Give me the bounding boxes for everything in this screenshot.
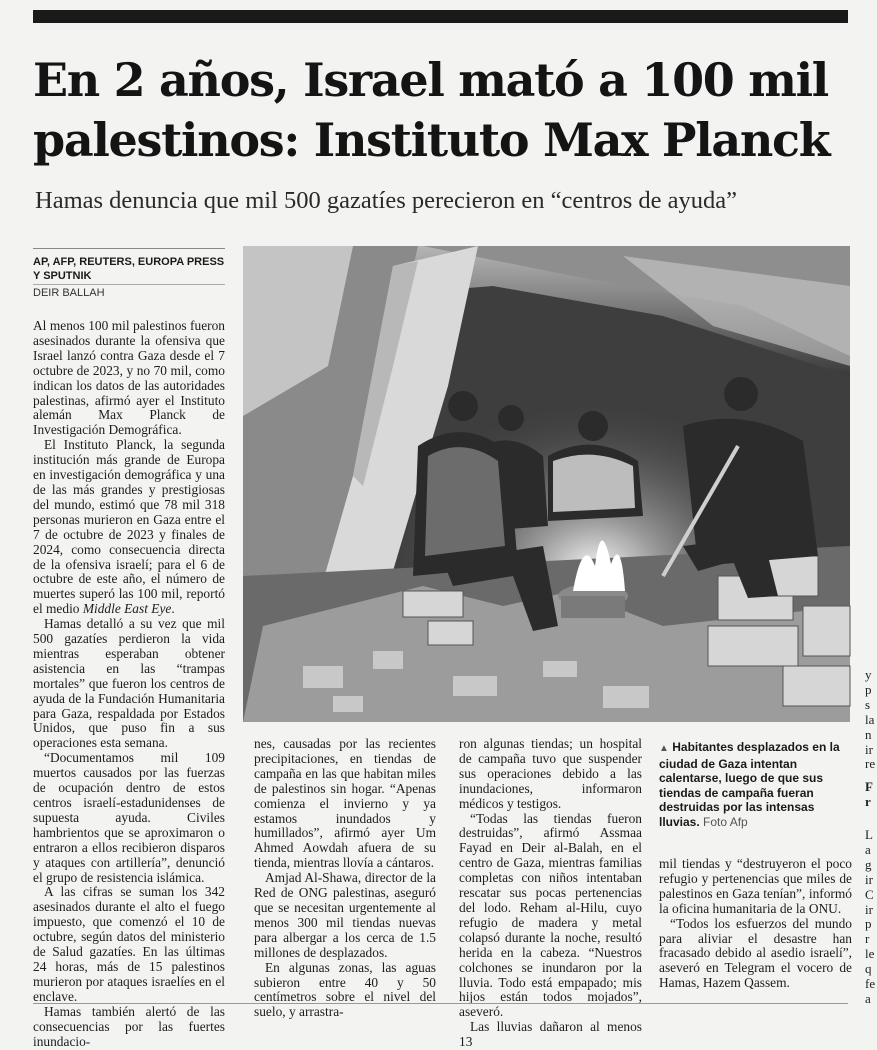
paragraph: A las cifras se suman los 342 asesinados durante el alto el fuego impuesto, que comenzó el 10 de octubre, según datos del ministerio de Salud gazatíes. En las últimas 24 horas, más de 15 palestinos murieron por ataques israelíes en el enclave. [33, 884, 225, 1004]
paragraph: Las lluvias dañaron al menos 13 [459, 1019, 642, 1050]
article-column-4 [659, 857, 852, 991]
adjacent-article-fragment: L a g ir C ir p r le q fe a [865, 827, 876, 1006]
paragraph: “Todos los esfuerzos del mundo para aliviar el desastre han fracasado debido al asedio israelí”, aseveró en Telegram el vocero de Hamas, Hazem Qassem. [659, 915, 852, 991]
photo-caption [659, 740, 849, 830]
paragraph: Hamas detalló a su vez que mil 500 gazatíes perdieron la vida mientras esperaban obtener asistencia en las “trampas mortales” que fueron los centros de ayuda de la Fundación Humanitaria para Gaza, respaldada por Estados Unidos, que puso fin a sus operaciones esta semana. [33, 616, 225, 751]
section-top-rule [33, 10, 848, 23]
paragraph: En algunas zonas, las aguas subieron entre 40 y 50 centímetros sobre el nivel del suelo, y arrastra- [254, 959, 436, 1020]
adjacent-article-fragment: y p s la n ir re [865, 667, 876, 772]
photo-credit: Foto Afp [703, 814, 748, 829]
byline-box [33, 248, 225, 300]
paragraph: mil tiendas y “destruyeron el poco refugio y pertenencias que miles de palestinos en Gaza tenían”, informó la oficina humanitaria de la ONU. [659, 856, 852, 916]
article-headline: En 2 años, Israel mató a 100 mil palestinos: Instituto Max Planck [33, 53, 830, 167]
paragraph: El Instituto Planck, la segunda institución más grande de Europa en investigación demográfica y una de las más grandes y prestigiosas del mundo, estimó que 78 mil 318 personas murieron en Gaza entre el 7 de octubre de 2023 y finales de 2024, como consecuencia directa de la ofensiva israelí; para el 6 de octubre de este año, el número de muertes superó las 100 mil, reportó el medio Middle East Eye. [33, 437, 225, 617]
byline-dateline: DEIR BALLAH [33, 284, 225, 300]
photo-displaced-people-in-rubble [243, 246, 850, 722]
paragraph: nes, causadas por las recientes precipitaciones, en tiendas de campaña en las que habitan miles de palestinos sin hogar. “Apenas comienza el invierno y ya estamos inundados y humillados”, afirmó ayer Um Ahmed Aowdah afuera de su tienda, mientras llovía a cántaros. [254, 736, 436, 871]
article-subheadline: Hamas denuncia que mil 500 gazatíes perecieron en “centros de ayuda” [35, 187, 738, 214]
caption-triangle-icon: ▲ [659, 743, 669, 754]
article-column-1 [33, 319, 225, 1049]
paragraph: Amjad Al-Shawa, director de la Red de ONG palestinas, aseguró que se necesitan urgentemente al menos 300 mil tiendas nuevas para albergar a los cerca de 1.5 millones de desplazados. [254, 870, 436, 960]
article-column-2 [254, 737, 436, 1020]
bottom-rule [33, 1003, 848, 1004]
byline-agencies: AP, AFP, REUTERS, EUROPA PRESS Y SPUTNIK [33, 256, 225, 282]
paragraph: ron algunas tiendas; un hospital de campaña tuvo que suspender sus operaciones debido a las inundaciones, informaron médicos y testigos. [459, 736, 642, 811]
adjacent-article-heading-fragment: F r [865, 779, 873, 809]
publication-name: Middle East Eye [82, 601, 172, 617]
paragraph: Al menos 100 mil palestinos fueron asesinados durante la ofensiva que Israel lanzó contra Gaza desde el 7 octubre de 2023, y no 70 mil, como indican los datos de las autoridades palestinas, afirmó ayer el Instituto alemán Max Planck de Investigación Demográfica. [33, 318, 225, 438]
paragraph: “Documentamos mil 109 muertos causados por las fuerzas de ocupación dentro de estos centros israelí-estadunidenses de supuesta ayuda. Civiles hambrientos que se aproximaron o entraron a ellos recibieron disparos y ataques con artillería”, denunció el grupo de resistencia islámica. [33, 750, 225, 885]
paragraph: “Todas las tiendas fueron destruidas”, afirmó Assmaa Fayad en Deir al-Balah, en el centro de Gaza, mientras familias completas con niños intentaban rescatar sus pocas pertenencias del lodo. Reham al-Hilu, cuyo refugio de madera y metal colapsó durante la noche, resultó herida en la cabeza. “Nuestros colchones se inundaron por la lluvia. Todo está empapado; mis hijos están todos mojados”, aseveró. [459, 810, 642, 1020]
caption-text: Habitantes desplazados en la ciudad de Gaza intentan calentarse, luego de que sus tiendas de campaña fueran destruidas por las intensas lluvias. [659, 740, 840, 829]
paragraph: Hamas también alertó de las consecuencias por las fuertes inundacio- [33, 1003, 225, 1049]
article-photo [243, 246, 850, 722]
